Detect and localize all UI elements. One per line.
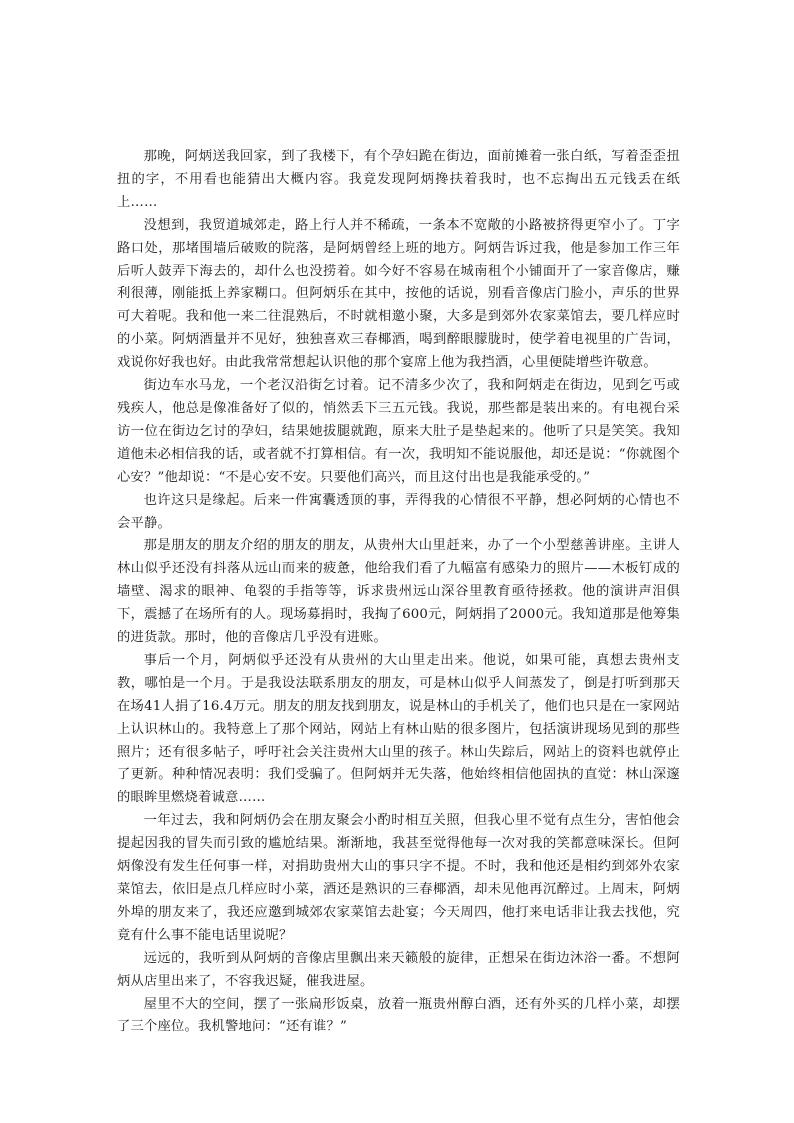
paragraph: 街边车水马龙，一个老汉沿街乞讨着。记不清多少次了，我和阿炳走在街边，见到乞丐或残疾人，他总是像准备好了似的，悄然丢下三五元钱。我说，那些都是装出来的。有电视台采访一位在街边乞讨的孕妇，结果她拔腿就跑，原来大肚子是垫起来的。他听了只是笑笑。我知道他未必相信我的话，或者就不打算相信。有一次，我明知不能说服他，却还是说：“你就图个心安？”他却说：“不是心安不安。只要他们高兴，而且这付出也是我能承受的。” [117,378,680,485]
article-body [117,146,680,1039]
paragraph: 事后一个月，阿炳似乎还没有从贵州的大山里走出来。他说，如果可能，真想去贵州支教，哪怕是一个月。于是我设法联系朋友的朋友，可是林山似乎人间蒸发了，倒是打听到那天在场41人捐了16.4万元。朋友的朋友找到朋友，说是林山的手机关了，他们也只是在一家网站上认识林山的。我特意上了那个网站，网站上有林山贴的很多图片，包括演讲现场见到的那些照片；还有很多帖子，呼吁社会关注贵州大山里的孩子。林山失踪后，网站上的资料也就停止了更新。种种情况表明：我们受骗了。但阿炳并无失落，他始终相信他固执的直觉：林山深邃的眼眸里燃烧着诚意…… [117,652,680,806]
paragraph: 远远的，我听到从阿炳的音像店里飘出来天籁般的旋律，正想呆在街边沐浴一番。不想阿炳从店里出来了，不容我迟疑，催我进屋。 [117,950,680,989]
paragraph: 没想到，我贸道城郊走，路上行人并不稀疏，一条本不宽敞的小路被挤得更窄小了。丁字路口处，那堵围墙后破败的院落，是阿炳曾经上班的地方。阿炳告诉过我，他是参加工作三年后听人鼓弄下海去的，却什么也没捞着。如今好不容易在城南租个小铺面开了一家音像店，赚利很薄，刚能抵上养家糊口。但阿炳乐在其中，按他的话说，别看音像店门脸小，声乐的世界可大着呢。我和他一来二往混熟后，不时就相邀小聚，大多是到郊外农家菜馆去，要几样应时的小菜。阿炳酒量并不见好，独独喜欢三春椰酒，喝到醉眼朦胧时，使学着电视里的广告词，戏说你好我也好。由此我常常想起认识他的那个宴席上他为我挡酒，心里便陡增些许敬意。 [117,217,680,371]
paragraph: 那晚，阿炳送我回家，到了我楼下，有个孕妇跪在街边，面前摊着一张白纸，写着歪歪扭扭的字，不用看也能猜出大概内容。我竟发现阿炳搀扶着我时，也不忘掏出五元钱丢在纸上…… [117,149,680,210]
paragraph: 那是朋友的朋友介绍的朋友的朋友，从贵州大山里赶来，办了一个小型慈善讲座。主讲人林山似乎还没有抖落从远山而来的疲惫，他给我们看了九幅富有感染力的照片——木板钉成的墙壁、渴求的眼神、龟裂的手指等等，诉求贵州远山深谷里教育亟待拯救。他的演讲声泪俱下，震撼了在场所有的人。现场募捐时，我掏了600元，阿炳捐了2000元。我知道那是他筹集的进货款。那时，他的音像店几乎没有进账。 [117,538,680,646]
paragraph: 屋里不大的空间，摆了一张扁形饭桌，放着一瓶贵州醇白酒，还有外买的几样小菜，却摆了三个座位。我机警地问：“还有谁？” [117,996,680,1035]
paragraph: 一年过去，我和阿炳仍会在朋友聚会小酌时相互关照，但我心里不觉有点生分，害怕他会提起因我的冒失而引致的尴尬结果。渐渐地，我甚至觉得他每一次对我的笑都意味深长。但阿炳像没有发生任何事一样，对捐助贵州大山的事只字不提。不时，我和他还是相约到郊外农家菜馆去，依旧是点几样应时小菜，酒还是熟识的三春椰酒，却未见他再沉醉过。上周末，阿炳外埠的朋友来了，我还应邀到城郊农家菜馆去赴宴；今天周四，他打来电话非让我去找他，究竟有什么事不能电话里说呢？ [117,813,680,943]
paragraph: 也许这只是缘起。后来一件寓囊透顶的事，弄得我的心情很不平静，想必阿炳的心情也不会平静。 [117,492,680,531]
